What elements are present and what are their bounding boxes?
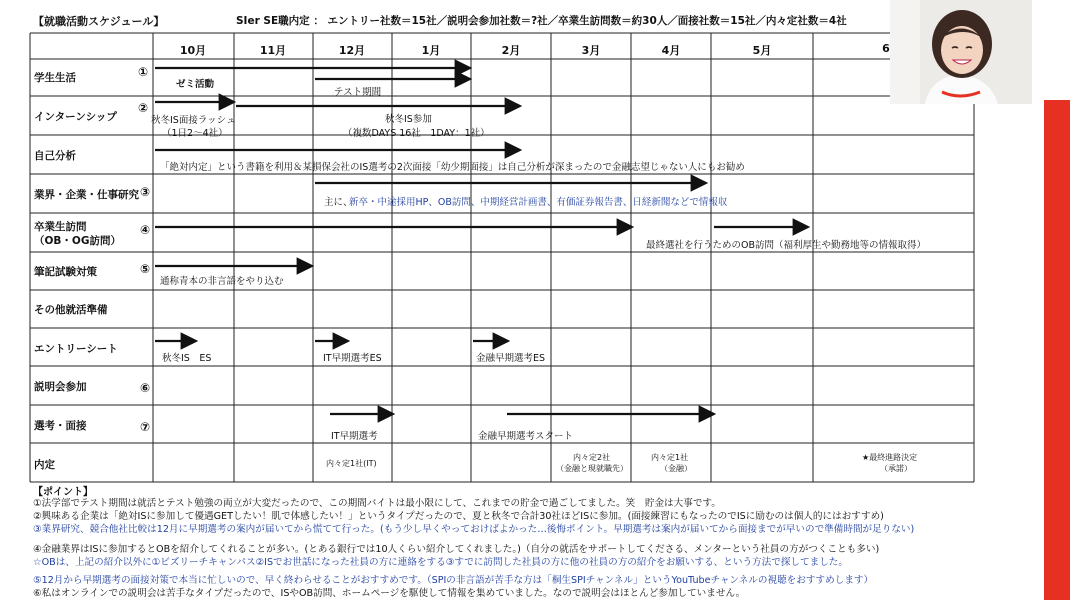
offer-it-text: 内々定1社(IT) [326, 459, 377, 468]
page-title: 【就職活動スケジュール】 [33, 15, 165, 28]
month-dec: 12月 [338, 44, 366, 57]
webcam-video [890, 0, 1032, 104]
row-num-5: ⑤ [140, 262, 151, 276]
seminar-text: ゼミ活動 [176, 79, 215, 90]
row-label-offer: 内定 [34, 459, 55, 471]
final-decision-text: ★最終進路決定 [862, 453, 918, 462]
month-apr: 4月 [661, 44, 681, 57]
is-join-sub-text: （複数DAYS 16社 1DAY：1社） [343, 128, 490, 139]
final-decision-sub-text: （承諾） [880, 464, 912, 473]
offer-apr-text: 内々定1社 [651, 453, 689, 462]
row-label-selection: 選考・面接 [34, 420, 87, 432]
offer-mar-sub-text: （金融と現就職先） [556, 464, 628, 473]
offer-mar-text: 内々定2社 [573, 453, 611, 462]
row-label-entry-sheet: エントリーシート [34, 343, 118, 355]
row-label-ob-visit-sub: （OB・OG訪問） [34, 235, 121, 247]
offer-apr-sub-text: （金融） [660, 464, 692, 473]
summary-line: SIer SE職内定 ： エントリー社数＝15社／説明会参加社数＝?社／卒業生訪問数＝約30人／面接社数＝15社／内々定社数＝4社 [236, 15, 847, 27]
is-rush-sub-text: （1日2～4社） [162, 128, 228, 139]
row-label-written-test: 筆記試験対策 [34, 266, 97, 278]
month-jun: 6 [882, 42, 890, 55]
ob-visit-text: 最終選社を行うためのOB訪問（福利厚生や勤務地等の情報取得） [646, 240, 926, 251]
row-label-internship: インターンシップ [34, 111, 117, 123]
month-oct: 10月 [179, 44, 207, 57]
test-period-text: テスト期間 [334, 87, 382, 98]
month-feb: 2月 [501, 44, 521, 57]
research-prefix: 主に、 [324, 197, 353, 208]
point-2: ②興味ある企業は「絶対ISに参加して優遇GETしたい！肌で体感したい！」というタイプだったので、夏と秋冬で合計30社ほどISに参加。(面接練習にもなったのでISに励むのは個人的にはおすすめ) [33, 511, 884, 522]
grid-lines [30, 33, 974, 482]
is-join-text: 秋冬IS参加 [385, 114, 432, 125]
research-text: 新卒・中途採用HP、OB訪問、中期経営計画書、有価証券報告書、日経新聞などで情報収 [349, 197, 728, 208]
point-ob-note: ☆OBは、上記の紹介以外に①ビズリーチキャンパス②ISでお世話になった社員の方に連絡をする③すでに訪問した社員の方に他の社員の方の紹介をお願いする、という方法で探してました。 [33, 557, 848, 568]
row-label-info-session: 説明会参加 [34, 381, 87, 393]
month-jan: 1月 [421, 44, 441, 57]
month-mar: 3月 [581, 44, 601, 57]
point-5: ⑤12月から早期選考の面接対策で本当に忙しいので、早く終わらせることがおすすめです。（SPIの非言語が苦手な方は「桐生SPIチャンネル」というYouTubeチャンネルの視聴をおすすめします） [33, 575, 874, 586]
selection-it-text: IT早期選考 [331, 431, 378, 442]
row-label-self-analysis: 自己分析 [34, 150, 76, 162]
month-nov: 11月 [259, 44, 287, 57]
is-rush-text: 秋冬IS面接ラッシュ [151, 115, 236, 126]
row-num-7: ⑦ [140, 420, 151, 434]
point-3: ③業界研究、競合他社比較は12月に早期選考の案内が届いてから慌てて行った。(もう少し早くやっておけばよかった…後悔ポイント。早期選考は案内が届いてから面接までが早いので準備時間が足りない) [33, 524, 915, 535]
es-autumn-text: 秋冬IS ES [162, 353, 212, 364]
point-4: ④金融業界はISに参加するとOBを紹介してくれることが多い。(とある銀行では10人くらい紹介してくれました。)（自分の就活をサポートしてくださる、メンターという社員の方がつくことも多い) [33, 544, 880, 555]
es-it-text: IT早期選考ES [323, 353, 382, 364]
row-num-2: ② [138, 101, 149, 115]
month-may: 5月 [752, 44, 772, 57]
presenter-avatar [890, 0, 1032, 104]
row-label-industry-research: 業界・企業・仕事研究 [34, 189, 139, 201]
self-analysis-text: 「絶対内定」という書籍を利用＆某損保会社のIS選考の2次面接「幼少期面接」は自己分析が深まったので金融志望じゃない人にもお勧め [160, 162, 745, 173]
row-num-1: ① [138, 65, 149, 79]
point-6: ⑥私はオンラインでの説明会は苦手なタイプだったので、ISやOB訪問、ホームページを駆使して情報を集めていました。なので説明会はほとんど参加していません。 [33, 588, 746, 599]
written-test-text: 通称青本の非言語をやり込む [160, 276, 284, 287]
row-num-6: ⑥ [140, 381, 151, 395]
es-finance-text: 金融早期選考ES [476, 353, 546, 364]
row-label-student-life: 学生生活 [34, 72, 76, 84]
point-1: ①法学部でテスト期間は就活とテスト勉強の両立が大変だったので、この期間バイトは最小限にして、これまでの貯金で過ごしてました。笑 貯金は大事です。 [33, 498, 721, 509]
row-num-3: ③ [140, 185, 151, 199]
selection-finance-text: 金融早期選考スタート [478, 431, 574, 442]
row-label-other-prep: その他就活準備 [34, 304, 108, 316]
row-num-4: ④ [140, 223, 151, 237]
points-heading: 【ポイント】 [33, 487, 93, 498]
red-side-bar [1044, 100, 1070, 600]
row-label-ob-visit: 卒業生訪問 [34, 221, 87, 233]
